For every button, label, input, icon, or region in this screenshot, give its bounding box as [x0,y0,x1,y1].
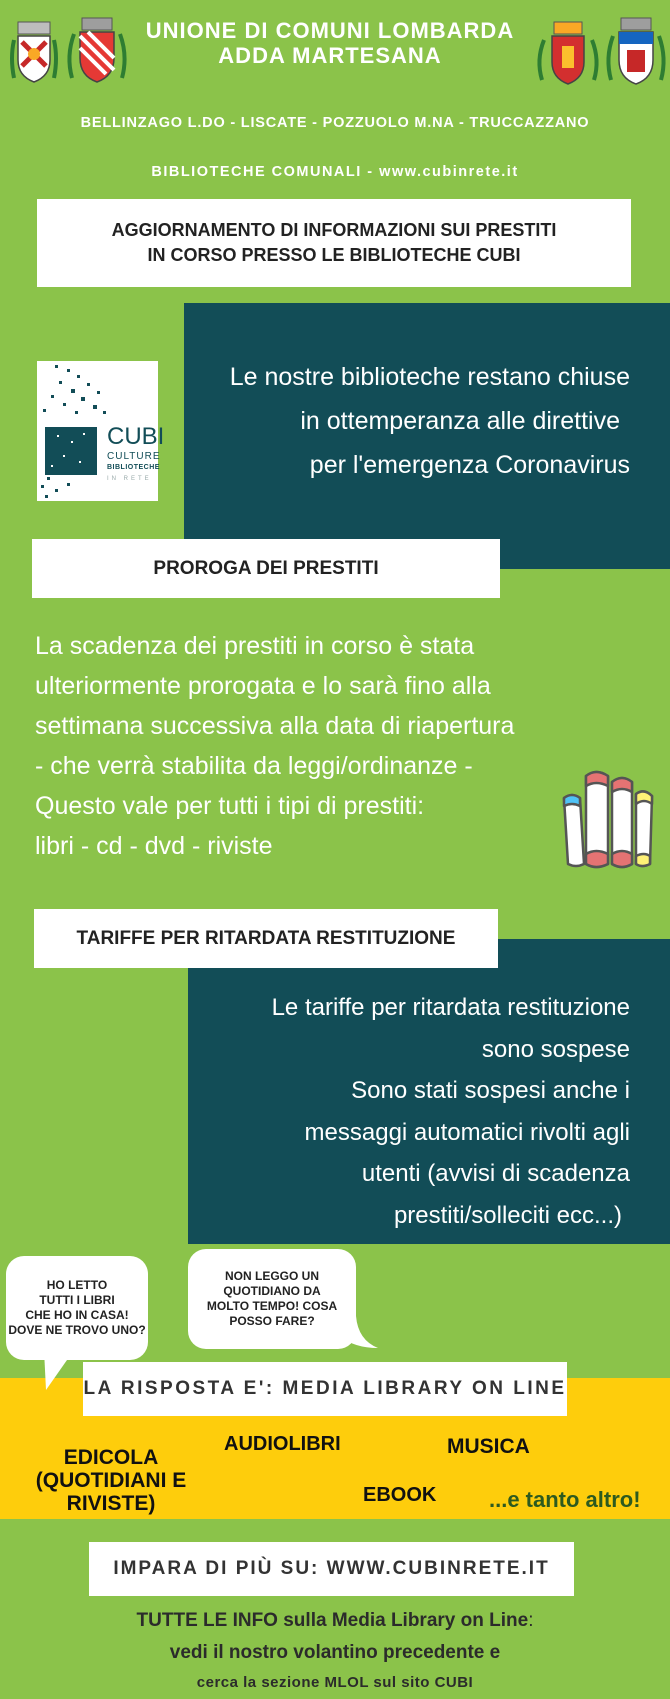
closed-notice-text [230,355,630,487]
bubble-left-line: CHE HO IN CASA! [25,1308,129,1322]
mlol-musica: MUSICA [447,1435,530,1458]
learn-more-link[interactable]: IMPARA DI PIÙ SU: WWW.CUBINRETE.IT [113,1558,550,1579]
crest-bellinzago-icon [8,18,60,90]
mlol-ebook: EBOOK [363,1484,437,1506]
proroga-heading: PROROGA DEI PRESTITI [153,557,379,579]
learn-more-box [89,1542,574,1596]
tariffe-heading-box [34,909,498,968]
mlol-heading: LA RISPOSTA E': MEDIA LIBRARY ON LINE [83,1378,567,1399]
mlol-edicola-line1: EDICOLA [63,1446,159,1469]
proroga-body [35,626,514,866]
bubble-right-line: MOLTO TEMPO! COSA [206,1299,338,1313]
footer-info-bold: TUTTE LE INFO sulla Media Library on Line [136,1610,529,1631]
mlol-altro: ...e tanto altro! [489,1487,641,1512]
bubble-right-line: QUOTIDIANO DA [223,1284,321,1298]
closed-notice-line3: per l'emergenza Coronavirus [309,451,630,479]
proroga-line: libri - cd - dvd - riviste [35,832,273,860]
footer-info [0,1606,670,1696]
main-title-line1: AGGIORNAMENTO DI INFORMAZIONI SUI PRESTITI [111,220,557,240]
tariffe-panel [188,939,670,1244]
tariffe-line: messaggi automatici rivolti agli [304,1118,630,1146]
main-title-line2: IN CORSO PRESSO LE BIBLIOTECHE CUBI [147,245,521,265]
mlol-audiolibri: AUDIOLIBRI [224,1433,341,1455]
closed-notice-line1: Le nostre biblioteche restano chiuse [229,363,630,391]
cubi-logo-line1: CULTURE [107,451,161,462]
header-title-line1: UNIONE DI COMUNI LOMBARDA [145,18,515,43]
crest-truccazzano-icon [605,16,667,94]
mlol-edicola-line2: (QUOTIDIANI E RIVISTE) [35,1469,187,1515]
tariffe-line: prestiti/solleciti ecc...) [393,1201,622,1229]
cubi-logo-name: CUBI [107,423,165,450]
mlol-edicola [4,1446,218,1515]
cubi-logo [37,361,165,501]
tariffe-line: utenti (avvisi di scadenza [361,1160,630,1187]
footer-info-line2: vedi il nostro volantino precedente e [169,1642,501,1663]
bubble-right-line: NON LEGGO UN [224,1269,319,1283]
mlol-heading-box [83,1362,567,1416]
bubble-left-line: DOVE NE TROVO UNO? [8,1323,146,1337]
footer-info-colon: : [528,1610,534,1631]
header-towns: BELLINZAGO L.DO - LISCATE - POZZUOLO M.NA - TRUCCAZZANO [80,115,590,131]
footer-info-line1 [0,1606,670,1636]
footer-info-line3: cerca la sezione MLOL sul sito CUBI [196,1674,474,1691]
bubble-left-line: HO LETTO [46,1278,108,1292]
tariffe-line: sono sospese [481,1035,630,1063]
closed-notice-panel [184,303,670,569]
bubble-right-line: POSSO FARE? [229,1314,315,1328]
header-title-line2: ADDA MARTESANA [218,43,442,68]
main-title-box [37,199,631,287]
bubble-left-line: TUTTI I LIBRI [39,1293,115,1307]
cubi-logo-line2: BIBLIOTECHE [107,464,160,471]
proroga-line: Questo vale per tutti i tipi di prestiti: [35,792,425,820]
cubi-logo-line3: IN RETE [107,476,152,482]
proroga-line: ulteriormente prorogata e lo sarà fino alla [35,672,491,700]
bubble-left [6,1256,148,1360]
crest-liscate-icon [66,16,128,90]
closed-notice-line2: in ottemperanza alle direttive [300,407,620,435]
proroga-line: La scadenza dei prestiti in corso è stata [35,632,475,660]
proroga-heading-box [32,539,500,598]
proroga-line: settimana successiva alla data di riapertura [35,712,515,740]
header-title [130,18,530,68]
tariffe-text [272,987,630,1236]
crest-pozzuolo-icon [534,20,602,94]
proroga-line: - che verrà stabilita da leggi/ordinanze - [35,752,473,780]
books-icon [558,768,658,872]
tariffe-heading: TARIFFE PER RITARDATA RESTITUZIONE [76,927,456,949]
bubble-right [188,1249,356,1349]
header-libraries: BIBLIOTECHE COMUNALI - www.cubinrete.it [151,164,519,180]
tariffe-line: Sono stati sospesi anche i [351,1077,630,1104]
tariffe-line: Le tariffe per ritardata restituzione [271,994,630,1021]
